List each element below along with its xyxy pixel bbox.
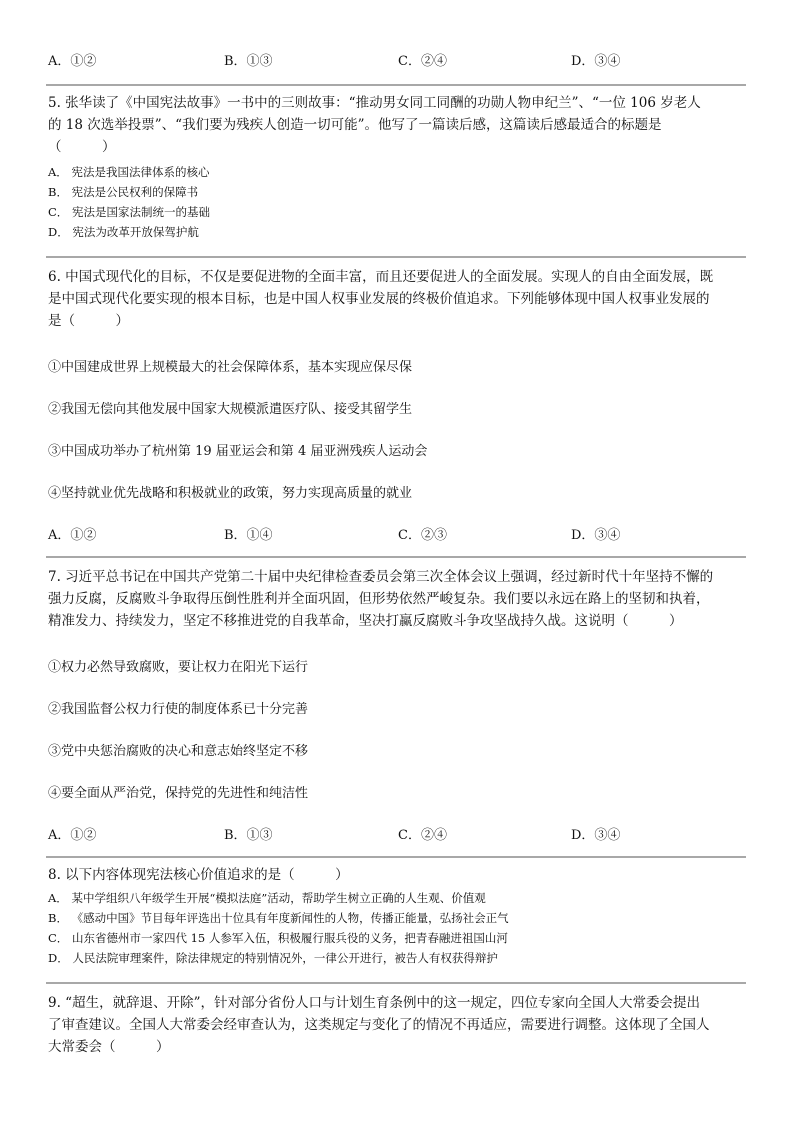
option-a[interactable]: A．①② <box>48 828 97 843</box>
option-a[interactable]: A．①② <box>48 528 97 543</box>
question-7-options <box>48 824 748 844</box>
divider <box>46 256 746 258</box>
prev-question-options <box>48 50 748 70</box>
question-5-choice-a[interactable]: A． 宪法是我国法律体系的核心 <box>48 165 210 179</box>
option-b[interactable]: B．①④ <box>224 528 273 543</box>
option-b[interactable]: B．①③ <box>224 828 273 843</box>
question-9-stem: 9. “超生，就辞退、开除”，针对部分省份人口与计划生育条例中的这一规定，四位专家向全国人大常委会提出 了审查建议。全国人大常委会经审查认为，这类规定与变化了的情况不再适应，需要进行调整。这体现了全国人 大常委会（ ） <box>48 995 710 1055</box>
question-8-choice-a[interactable]: A． 某中学组织八年级学生开展“模拟法庭”活动，帮助学生树立正确的人生观、价值观 <box>48 891 486 905</box>
option-a[interactable]: A．①② <box>48 54 97 69</box>
question-6-options <box>48 524 748 544</box>
option-c[interactable]: C．②④ <box>398 828 447 843</box>
divider <box>46 84 746 86</box>
question-6-stem: 6. 中国式现代化的目标，不仅是要促进物的全面丰富，而且还要促进人的全面发展。实现人的自由全面发展，既 是中国式现代化要实现的根本目标，也是中国人权事业发展的终极价值追求。下列能够体现中国人权事业发展的 是（ ） <box>48 269 714 329</box>
option-d[interactable]: D．③④ <box>571 828 621 843</box>
question-6-statement-4: ④坚持就业优先战略和积极就业的政策，努力实现高质量的就业 <box>48 486 413 501</box>
divider <box>46 982 746 984</box>
option-b[interactable]: B．①③ <box>224 54 273 69</box>
question-8-choice-c[interactable]: C． 山东省德州市一家四代 15 人参军入伍，积极履行服兵役的义务，把青春融进祖国山河 <box>48 931 508 945</box>
question-5-choice-b[interactable]: B． 宪法是公民权利的保障书 <box>48 185 199 199</box>
question-7-stem: 7. 习近平总书记在中国共产党第二十届中央纪律检查委员会第三次全体会议上强调，经过新时代十年坚持不懈的 强力反腐，反腐败斗争取得压倒性胜利并全面巩固，但形势依然严峻复杂。我们要以永远在路上的坚韧和执着， 精准发力、持续发力，坚定不移推进党的自我革命，坚决打赢反腐败斗争攻坚战持久战。这说明（ ） <box>48 569 714 629</box>
question-8-stem: 8. 以下内容体现宪法核心价值追求的是（ ） <box>48 867 349 883</box>
option-c[interactable]: C．②④ <box>398 54 447 69</box>
question-5-choice-c[interactable]: C． 宪法是国家法制统一的基础 <box>48 205 210 219</box>
question-7-statement-3: ③党中央惩治腐败的决心和意志始终坚定不移 <box>48 744 309 759</box>
question-6-statement-1: ①中国建成世界上规模最大的社会保障体系，基本实现应保尽保 <box>48 360 413 375</box>
option-d[interactable]: D．③④ <box>571 528 621 543</box>
option-d[interactable]: D．③④ <box>571 54 621 69</box>
question-5-choice-d[interactable]: D． 宪法为改革开放保驾护航 <box>48 225 199 239</box>
divider <box>46 556 746 558</box>
question-8-choice-b[interactable]: B． 《感动中国》节目每年评选出十位具有年度新闻性的人物，传播正能量，弘扬社会正气 <box>48 911 509 925</box>
option-c[interactable]: C．②③ <box>398 528 447 543</box>
question-6-statement-3: ③中国成功举办了杭州第 19 届亚运会和第 4 届亚洲残疾人运动会 <box>48 444 428 459</box>
question-5-stem: 5. 张华读了《中国宪法故事》一书中的三则故事：“推动男女同工同酬的功勋人物申纪兰”、“一位 106 岁老人 的 18 次选举投票”、“我们要为残疾人创造一切可能”。他写了一篇读后感，这篇读后感最适合的标题是 （ ） <box>48 95 701 155</box>
question-6-statement-2: ②我国无偿向其他发展中国家大规模派遣医疗队、接受其留学生 <box>48 402 413 417</box>
divider <box>46 856 746 858</box>
question-8-choice-d[interactable]: D． 人民法院审理案件，除法律规定的特别情况外，一律公开进行，被告人有权获得辩护 <box>48 951 498 965</box>
question-7-statement-4: ④要全面从严治党，保持党的先进性和纯洁性 <box>48 786 309 801</box>
question-7-statement-2: ②我国监督公权力行使的制度体系已十分完善 <box>48 702 309 717</box>
question-7-statement-1: ①权力必然导致腐败，要让权力在阳光下运行 <box>48 660 309 675</box>
